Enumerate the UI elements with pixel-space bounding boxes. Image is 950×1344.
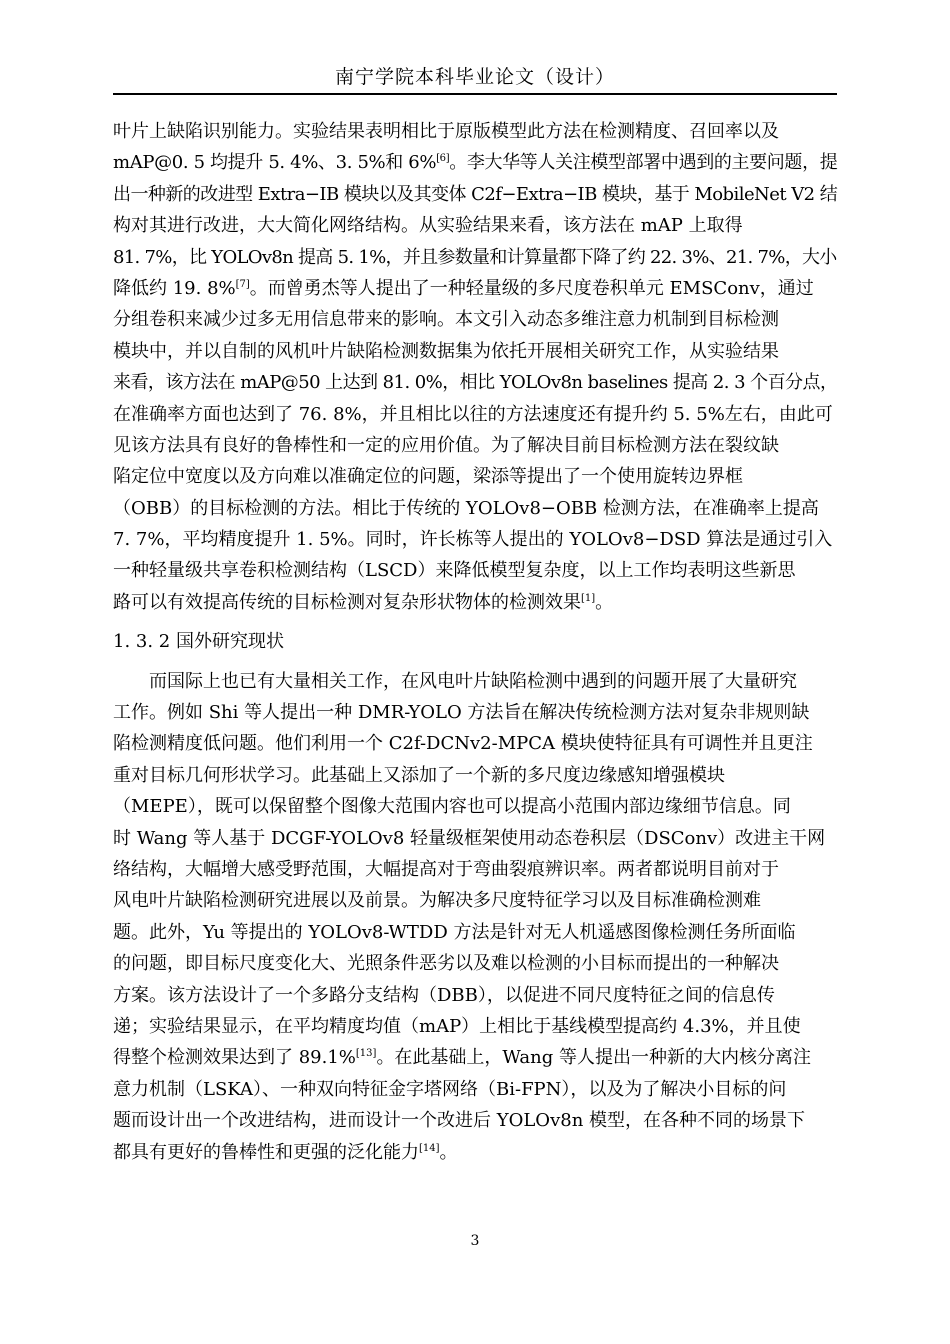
text-line [113, 980, 837, 1011]
text-line [113, 728, 837, 759]
line-text: 来看，该方法在 mAP@50 上达到 81. 0%，相比 YOLOv8n baselines 提高 2. 3 个百分点， [113, 372, 838, 394]
line-text: 一种轻量级共享卷积检测结构（LSCD）来降低模型复杂度，以上工作均表明这些新思 [113, 560, 796, 582]
header-rule [113, 93, 837, 95]
text-line [113, 336, 837, 367]
line-text: 陷检测精度低问题。他们利用一个 C2f-DCNv2-MPCA 模块使特征具有可调性并且更注 [113, 733, 813, 755]
text-line [113, 273, 837, 304]
line-text: 叶片上缺陷识别能力。实验结果表明相比于原版模型此方法在检测精度、召回率以及 [113, 121, 779, 142]
text-line [113, 587, 837, 618]
line-text: 络结构，大幅增大感受野范围，大幅提高对于弯曲裂痕辨识率。两者都说明目前对于 [113, 858, 779, 880]
text-line [113, 493, 837, 524]
text-line [113, 885, 837, 916]
line-text-tail: 。 [439, 1141, 458, 1163]
body-text [113, 116, 837, 1168]
citation-ref: [1] [581, 592, 596, 604]
paragraph-gap [113, 618, 837, 626]
line-text-tail: 。李大华等人关注模型部署中遇到的主要问题，提 [449, 152, 838, 174]
page-header-title: 南宁学院本科毕业论文（设计） [334, 66, 615, 88]
line-text: 时 Wang 等人基于 DCGF-YOLOv8 轻量级框架使用动态卷积层（DSConv）改进主干网 [113, 827, 826, 849]
text-line [113, 948, 837, 979]
paragraph-foreign-research [113, 666, 837, 1168]
text-line [113, 210, 837, 241]
line-text-tail: 。在此基础上，Wang 等人提出一种新的大内核分离注 [376, 1047, 811, 1069]
text-line [113, 304, 837, 335]
line-text: 构对其进行改进，大大简化网络结构。从实验结果来看，该方法在 mAP 上取得 [113, 215, 743, 237]
text-line [113, 917, 837, 948]
text-line [113, 524, 837, 555]
text-line [113, 1074, 837, 1105]
line-text: 都具有更好的鲁棒性和更强的泛化能力 [113, 1141, 419, 1163]
line-text: 陷定位中宽度以及方向难以准确定位的问题，梁添等提出了一个使用旋转边界框 [113, 466, 743, 488]
page-number: 3 [470, 1233, 480, 1249]
text-line [113, 555, 837, 586]
citation-ref: [14] [419, 1142, 440, 1154]
text-line [113, 791, 837, 822]
text-line [113, 242, 837, 273]
line-text: 的问题，即目标尺度变化大、光照条件恶劣以及难以检测的小目标而提出的一种解决 [113, 953, 779, 975]
line-text: 降低约 19. 8% [113, 277, 236, 299]
text-line [113, 1011, 837, 1042]
line-text: 7. 7%，平均精度提升 1. 5%。同时，许长栋等人提出的 YOLOv8−DSD 算法是通过引入 [113, 529, 833, 551]
text-line [113, 1042, 837, 1073]
line-text: 得整个检测效果达到了 89.1% [113, 1047, 356, 1069]
line-text: 题而设计出一个改进结构，进而设计一个改进后 YOLOv8n 模型，在各种不同的场景下 [113, 1110, 806, 1132]
line-text: mAP@0. 5 均提升 5. 4%、3. 5%和 6% [113, 152, 437, 174]
text-line [113, 367, 837, 398]
paragraph-gap [113, 658, 837, 666]
line-text: 意力机制（LSKA）、一种双向特征金字塔网络（Bi-FPN），以及为了解决小目标的问 [113, 1078, 787, 1100]
text-line [113, 1137, 837, 1168]
line-text: 题。此外，Yu 等提出的 YOLOv8-WTDD 方法是针对无人机遥感图像检测任务所面临 [113, 921, 796, 943]
citation-ref: [13] [355, 1048, 377, 1060]
line-text: 路可以有效提高传统的目标检测对复杂形状物体的检测效果 [113, 591, 581, 613]
line-text-tail: 。而曾勇杰等人提出了一种轻量级的多尺度卷积单元 EMSConv，通过 [249, 277, 814, 299]
line-text: 重对目标几何形状学习。此基础上又添加了一个新的多尺度边缘感知增强模块 [113, 764, 725, 786]
text-line [113, 147, 837, 178]
citation-ref: [7] [235, 278, 250, 290]
line-text: 方案。该方法设计了一个多路分支结构（DBB），以促进不同尺度特征之间的信息传 [113, 984, 775, 1006]
line-text: 在准确率方面也达到了 76. 8%，并且相比以往的方法速度还有提升约 5. 5%左右，由此可 [113, 403, 833, 425]
line-text: 工作。例如 Shi 等人提出一种 DMR-YOLO 方法旨在解决传统检测方法对复杂非规则缺 [113, 702, 810, 724]
line-text: 而国际上也已有大量相关工作，在风电叶片缺陷检测中遇到的问题开展了大量研究 [149, 670, 797, 692]
line-text: 风电叶片缺陷检测研究进展以及前景。为解决多尺度特征学习以及目标准确检测难 [113, 890, 761, 912]
citation-ref: [6] [436, 153, 450, 165]
line-text: （OBB）的目标检测的方法。相比于传统的 YOLOv8−OBB 检测方法，在准确率上提高 [113, 497, 819, 519]
line-text: 模块中，并以自制的风机叶片缺陷检测数据集为依托开展相关研究工作，从实验结果 [113, 340, 779, 362]
text-line [113, 430, 837, 461]
text-line [113, 854, 837, 885]
line-text: 81. 7%，比 YOLOv8n 提高 5. 1%，并且参数量和计算量都下降了约 22. 3%、21. 7%，大小 [113, 246, 837, 268]
text-line [113, 116, 837, 147]
line-text: 出一种新的改进型 Extra−IB 模块以及其变体 C2f−Extra−IB 模块，基于 MobileNet V2 结 [113, 183, 838, 205]
text-line [113, 697, 837, 728]
text-line [113, 399, 837, 430]
line-text-tail: 。 [595, 591, 614, 613]
text-line [113, 823, 837, 854]
text-line [113, 461, 837, 492]
text-line [113, 760, 837, 791]
line-text: 递；实验结果显示，在平均精度均值（mAP）上相比于基线模型提高约 4.3%，并且使 [113, 1015, 801, 1037]
text-line [113, 666, 837, 697]
line-text: 见该方法具有良好的鲁棒性和一定的应用价值。为了解决目前目标检测方法在裂纹缺 [113, 434, 779, 456]
line-text: （MEPE），既可以保留整个图像大范围内容也可以提高小范围内部边缘细节信息。同 [113, 796, 791, 818]
text-line [113, 1105, 837, 1136]
line-text: 分组卷积来减少过多无用信息带来的影响。本文引入动态多维注意力机制到目标检测 [113, 309, 779, 331]
paragraph-domestic-research [113, 116, 837, 618]
text-line [113, 179, 837, 210]
section-heading: 1. 3. 2 国外研究现状 [113, 631, 284, 653]
